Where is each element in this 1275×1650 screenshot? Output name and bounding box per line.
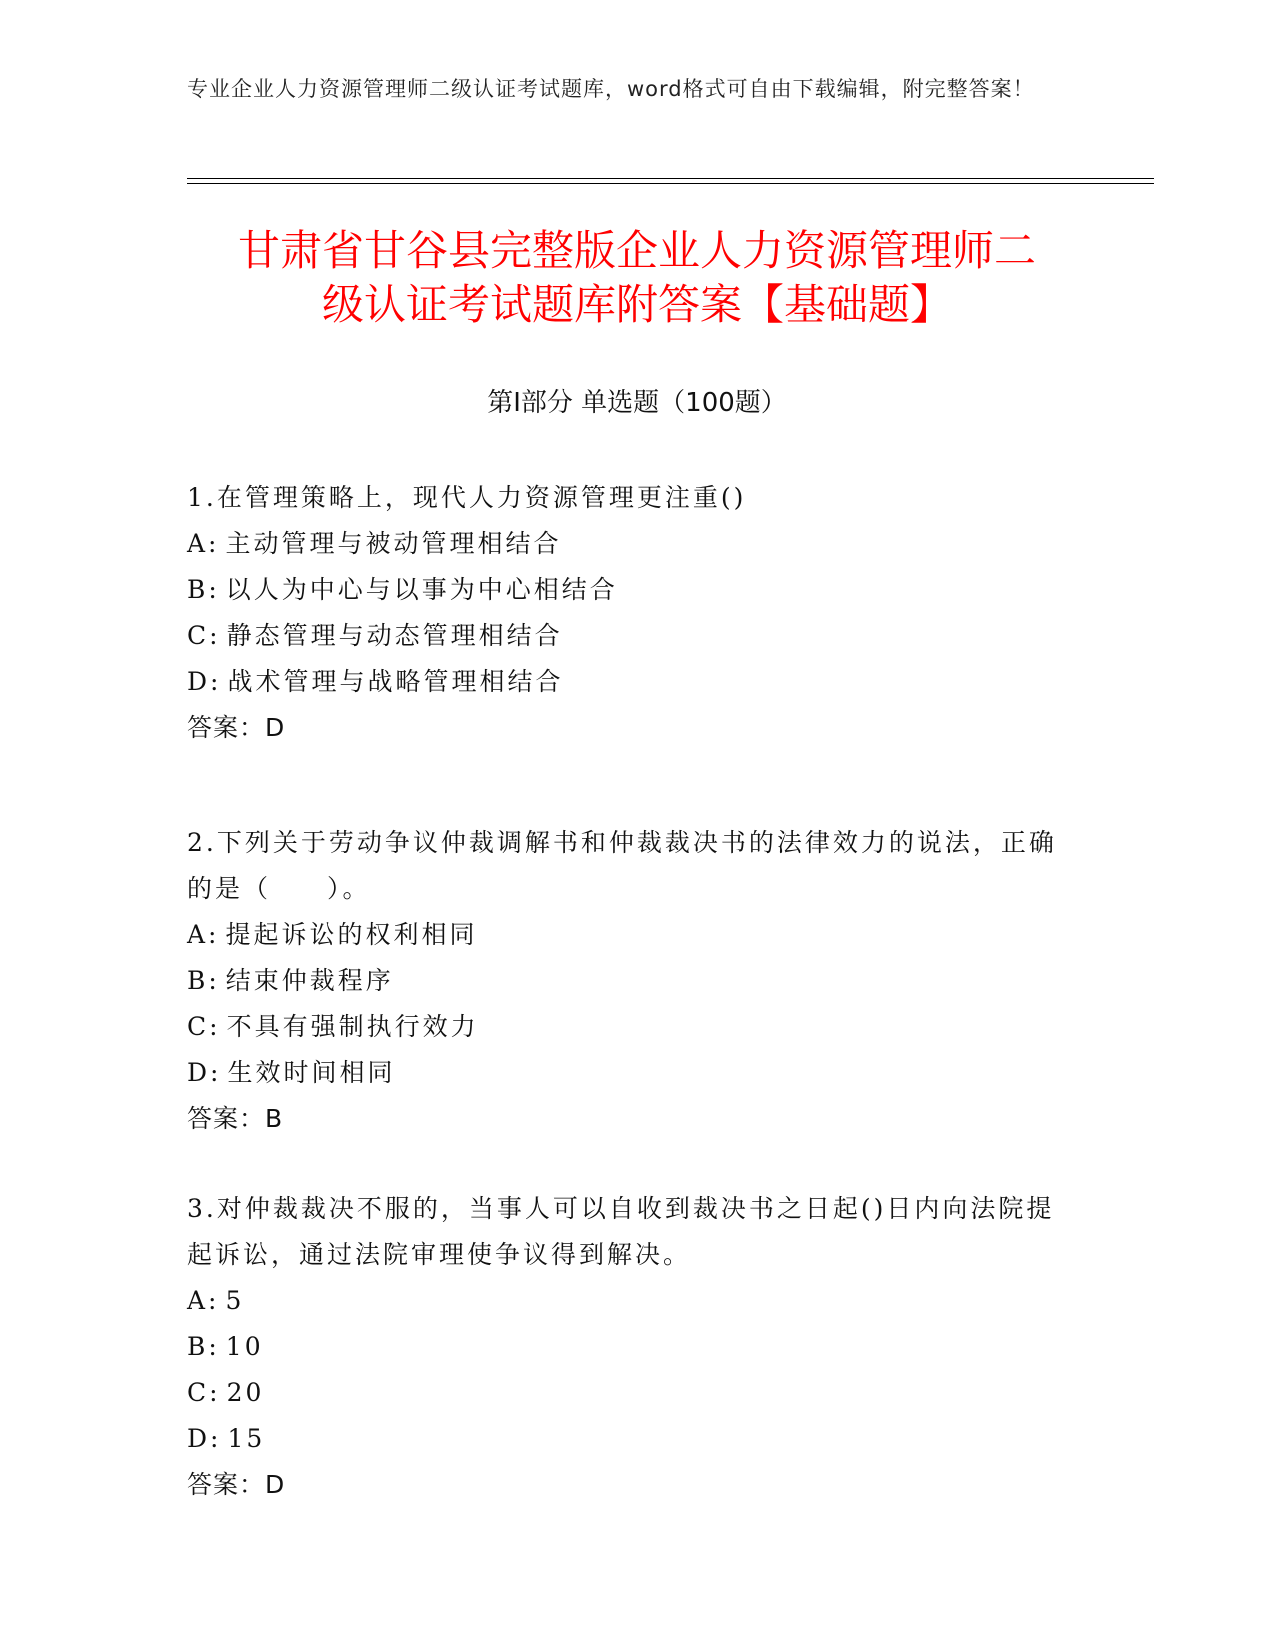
option-text: 提起诉讼的权利相同 [225,920,478,949]
option-a [187,912,1067,958]
option-text: 静态管理与动态管理相结合 [226,621,563,650]
option-text: 主动管理与被动管理相结合 [225,529,562,558]
question-2 [187,820,1067,1142]
option-key: B: [187,966,220,995]
document-title-line2: 级认证考试题库附答案【基础题】 [321,280,952,329]
option-key: C: [187,621,221,650]
option-b [187,1324,1067,1370]
option-text: 15 [227,1424,266,1453]
question-3 [187,1186,1067,1508]
option-key: D: [187,1058,222,1087]
question-stem: 3.对仲裁裁决不服的，当事人可以自收到裁决书之日起()日内向法院提起诉讼，通过法院审理使争议得到解决。 [187,1194,1055,1269]
section-title: 第I部分 单选题（100题） [487,388,787,418]
option-key: A: [187,529,220,558]
document-title [187,224,1087,332]
option-text: 结束仲裁程序 [225,966,394,995]
option-text: 20 [226,1378,265,1407]
option-key: C: [187,1378,221,1407]
option-key: C: [187,1012,221,1041]
answer: 答案：D [187,713,286,742]
option-key: A: [187,920,220,949]
header-divider-bottom [187,183,1154,184]
option-text: 不具有强制执行效力 [226,1012,479,1041]
option-key: B: [187,1332,220,1361]
option-b [187,567,1067,613]
option-key: D: [187,667,222,696]
option-c [187,613,1067,659]
answer: 答案：B [187,1104,284,1133]
option-a [187,1278,1067,1324]
question-stem: 1.在管理策略上，现代人力资源管理更注重() [187,483,747,512]
option-d [187,659,1067,705]
option-c [187,1004,1067,1050]
option-key: D: [187,1424,222,1453]
answer: 答案：D [187,1470,286,1499]
option-c [187,1370,1067,1416]
option-text: 10 [225,1332,264,1361]
option-d [187,1050,1067,1096]
option-b [187,958,1067,1004]
option-text: 5 [225,1286,245,1315]
option-d [187,1416,1067,1462]
option-a [187,521,1067,567]
header-divider-top [187,178,1154,179]
option-text: 战术管理与战略管理相结合 [227,667,564,696]
option-key: A: [187,1286,220,1315]
option-text: 生效时间相同 [227,1058,396,1087]
question-stem: 2.下列关于劳动争议仲裁调解书和仲裁裁决书的法律效力的说法，正确的是（ ）。 [187,828,1057,903]
header-note: 专业企业人力资源管理师二级认证考试题库，word格式可自由下载编辑，附完整答案！ [187,77,1035,101]
option-key: B: [187,575,220,604]
document-title-line1: 甘肃省甘谷县完整版企业人力资源管理师二 [237,226,1036,275]
option-text: 以人为中心与以事为中心相结合 [225,575,618,604]
question-1 [187,475,1067,751]
